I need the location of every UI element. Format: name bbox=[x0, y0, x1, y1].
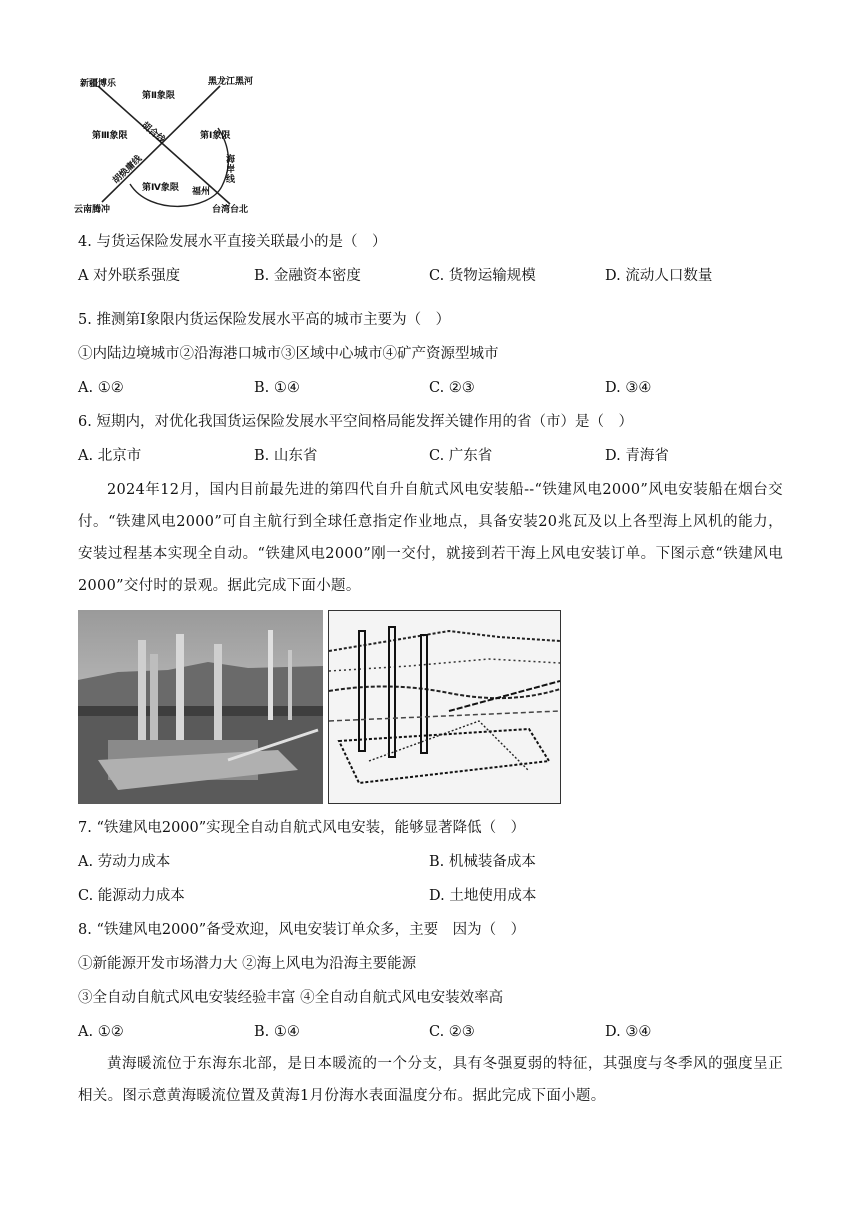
label-top-right: 黑龙江黑河 bbox=[208, 77, 254, 87]
q5-option-b: B. ①④ bbox=[254, 380, 300, 396]
passage-wind-ship: 2024年12月，国内目前最先进的第四代自升自航式风电安装船--“铁建风电2000”风电安装船在烟台交付。“铁建风电2000”可自主航行到全球任意指定作业地点，具备安装20兆瓦及以上各型海上风机的能力，安装过程基本实现全自动。“铁建风电2000”刚一交付，就接到若干海上风电安装订单。下图示意“铁建风电2000”交付时的景观。据此完成下面小题。 bbox=[78, 482, 783, 594]
q7-option-b: B. 机械装备成本 bbox=[429, 854, 536, 870]
label-top-left: 新疆博乐 bbox=[80, 79, 117, 89]
label-line-b: 胡焕庸线 bbox=[111, 153, 145, 187]
q5-option-a: A. ①② bbox=[78, 380, 124, 396]
q8-stem: 8. “铁建风电2000”备受欢迎，风电安装订单众多，主要 因为（ ） bbox=[78, 922, 526, 938]
label-q2: 第Ⅱ象限 bbox=[142, 91, 175, 101]
q5-option-c: C. ②③ bbox=[429, 380, 475, 396]
label-coast-3: 线 bbox=[226, 175, 236, 185]
q4-stem: 4. 与货运保险发展水平直接关联最小的是（ ） bbox=[78, 234, 387, 250]
q4-option-d: D. 流动人口数量 bbox=[605, 268, 713, 284]
q7-option-c: C. 能源动力成本 bbox=[78, 888, 185, 904]
q6-option-c: C. 广东省 bbox=[429, 448, 493, 464]
label-bottom-left: 云南腾冲 bbox=[74, 205, 111, 215]
ship-photo bbox=[78, 610, 323, 804]
q7-option-d: D. 土地使用成本 bbox=[429, 888, 537, 904]
q8-option-b: B. ①④ bbox=[254, 1024, 300, 1040]
q4-option-b: B. 金融资本密度 bbox=[254, 268, 361, 284]
label-q3: 第Ⅲ象限 bbox=[92, 131, 128, 141]
label-q1: 第Ⅰ象限 bbox=[200, 131, 231, 141]
q6-option-b: B. 山东省 bbox=[254, 448, 318, 464]
label-bottom-right: 台湾台北 bbox=[212, 205, 249, 215]
q8-items-a: ①新能源开发市场潜力大 ②海上风电为沿海主要能源 bbox=[78, 956, 417, 972]
q4-option-a: A 对外联系强度 bbox=[78, 268, 181, 284]
q7-stem: 7. “铁建风电2000”实现全自动自航式风电安装，能够显著降低（ ） bbox=[78, 820, 526, 836]
ship-sketch bbox=[328, 610, 561, 804]
label-coast-2: 岸 bbox=[226, 165, 236, 175]
quadrant-diagram bbox=[70, 66, 270, 222]
q6-option-d: D. 青海省 bbox=[605, 448, 669, 464]
q8-option-c: C. ②③ bbox=[429, 1024, 475, 1040]
q4-option-c: C. 货物运输规模 bbox=[429, 268, 536, 284]
label-line-a: 胡合线 bbox=[139, 120, 167, 146]
label-q4: 第Ⅳ象限 bbox=[142, 183, 179, 193]
q6-option-a: A. 北京市 bbox=[78, 448, 142, 464]
q5-stem: 5. 推测第Ⅰ象限内货运保险发展水平高的城市主要为（ ） bbox=[78, 312, 451, 328]
q8-items-b: ③全自动自航式风电安装经验丰富 ④全自动自航式风电安装效率高 bbox=[78, 990, 504, 1006]
label-coast-1: 海 bbox=[226, 155, 236, 165]
q5-items: ①内陆边境城市②沿海港口城市③区域中心城市④矿产资源型城市 bbox=[78, 346, 499, 362]
q8-option-a: A. ①② bbox=[78, 1024, 124, 1040]
q7-option-a: A. 劳动力成本 bbox=[78, 854, 171, 870]
label-fuzhou: 福州 bbox=[192, 187, 211, 197]
passage-yellow-sea: 黄海暖流位于东海东北部，是日本暖流的一个分支，具有冬强夏弱的特征，其强度与冬季风的强度呈正相关。图示意黄海暖流位置及黄海1月份海水表面温度分布。据此完成下面小题。 bbox=[78, 1056, 783, 1104]
q8-option-d: D. ③④ bbox=[605, 1024, 652, 1040]
q6-stem: 6. 短期内，对优化我国货运保险发展水平空间格局能发挥关键作用的省（市）是（ ） bbox=[78, 414, 633, 430]
q5-option-d: D. ③④ bbox=[605, 380, 652, 396]
